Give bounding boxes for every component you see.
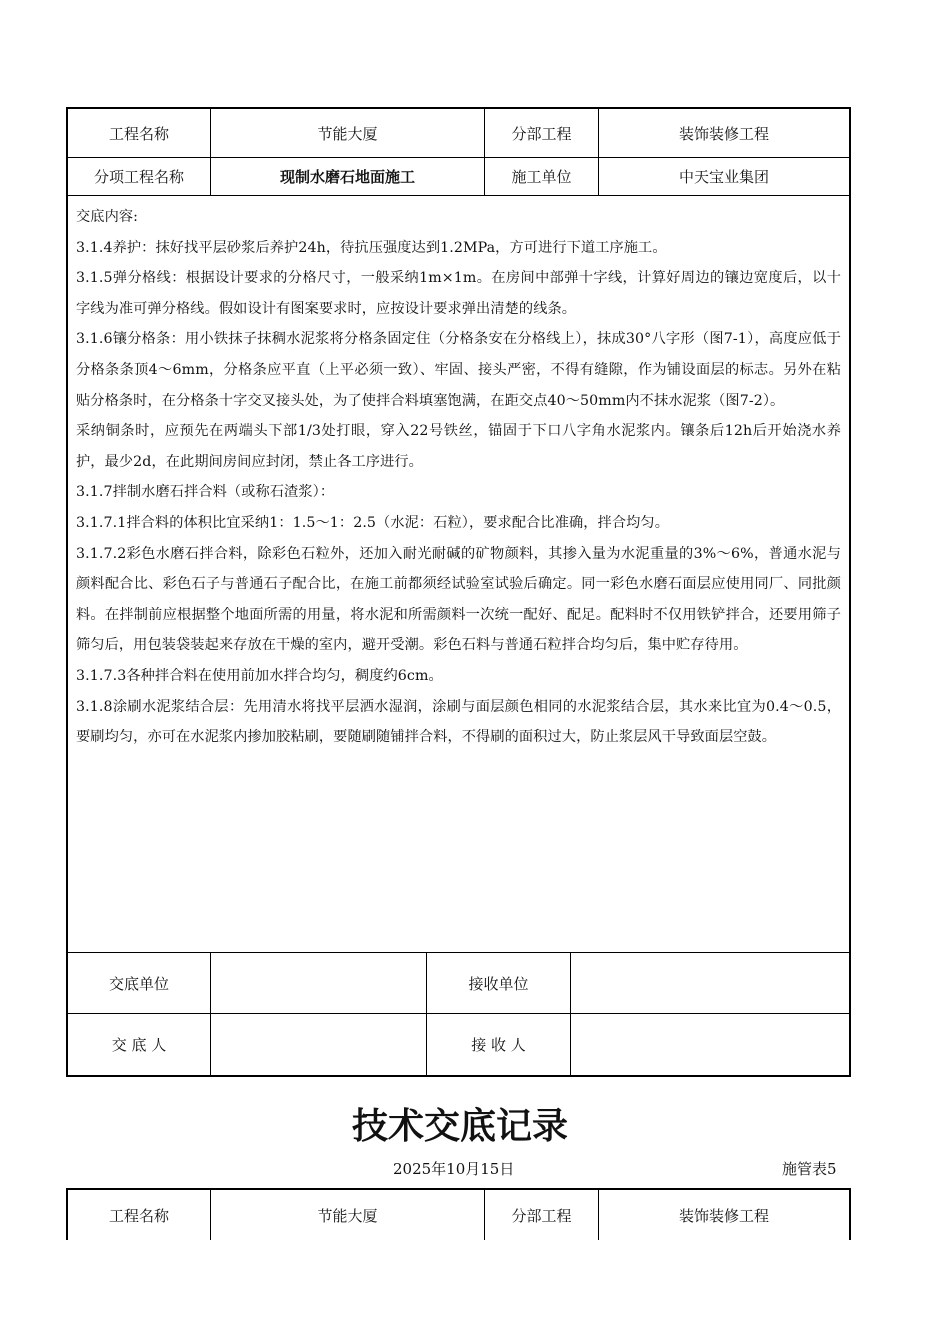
content-paragraph: 3.1.7.1拌合料的体积比宜采纳1：1.5～1：2.5（水泥：石粒），要求配合比准确，拌合均匀。 [76, 514, 669, 531]
content-heading: 交底内容: [76, 209, 139, 225]
page-title: 技术交底记录 [351, 1106, 568, 1147]
receiver-value [571, 1014, 849, 1075]
signature-row [68, 1014, 849, 1075]
subitem-name-label: 分项工程名称 [68, 158, 211, 195]
construction-unit-label: 施工单位 [485, 158, 599, 195]
content-row [68, 196, 849, 953]
content-paragraph: 3.1.6镶分格条：用小铁抹子抹稠水泥浆将分格条固定住（分格条安在分格线上），抹成30°八字形（图7-1），高度应低于分格条条顶4～6mm，分格条应平直（上平必须一致）、牢固、接头严密，不得有缝隙，作为铺设面层的标志。另外在粘贴分格条时，在分格条十字交叉接头处，为了使拌合料填塞饱满，在距交点40～50mm内不抹水泥浆（图7-2）。 [76, 331, 841, 409]
signature-row [68, 953, 849, 1014]
disclosure-content [68, 196, 849, 952]
project-name-label: 工程名称 [68, 1190, 211, 1240]
disclosure-table [66, 107, 851, 1077]
content-paragraph: 3.1.4养护：抹好找平层砂浆后养护24h，待抗压强度达到1.2MPa，方可进行下道工序施工。 [76, 239, 667, 256]
subitem-name-value: 现制水磨石地面施工 [211, 158, 485, 195]
division-value: 装饰装修工程 [678, 1206, 769, 1225]
content-paragraph: 3.1.7.2彩色水磨石拌合料，除彩色石粒外，还加入耐光耐碱的矿物颜料，其掺入量为水泥重量的3%～6%，普通水泥与颜料配合比、彩色石子与普通石子配合比，在施工前都须经试验室试验后确定。同一彩色水磨石面层应使用同厂、同批颜料。在拌制前应根据整个地面所需的用量，将水泥和所需颜料一次统一配好、配足。配料时不仅用铁铲拌合，还要用筛子筛匀后，用包装袋装起来存放在干燥的室内，避开受潮。彩色石料与普通石粒拌合均匀后，集中贮存待用。 [76, 545, 841, 654]
receiving-unit-value [571, 953, 849, 1013]
project-name-value: 节能大厦 [211, 109, 485, 157]
content-paragraph: 3.1.8涂刷水泥浆结合层：先用清水将找平层洒水湿润，涂刷与面层颜色相同的水泥浆结合层，其水来比宜为0.4～0.5，要刷均匀，亦可在水泥浆内掺加胶粘刷，要随刷随铺拌合料，不得刷的面积过大，防止浆层风干导致面层空鼓。 [76, 698, 841, 746]
table-row [68, 109, 849, 158]
table-row [68, 1190, 849, 1240]
form-number: 施管表5 [782, 1160, 837, 1178]
receiver-label: 接 收 人 [427, 1014, 571, 1075]
disclosure-table-2 [66, 1188, 851, 1240]
project-name-value: 节能大厦 [211, 1190, 485, 1240]
division-label: 分部工程 [485, 1190, 599, 1240]
disclosing-unit-label: 交底单位 [68, 953, 211, 1013]
construction-unit-value: 中天宝业集团 [678, 168, 769, 186]
project-name-label: 工程名称 [68, 109, 211, 157]
discloser-value [211, 1014, 427, 1075]
division-label: 分部工程 [485, 109, 599, 157]
division-value: 装饰装修工程 [678, 124, 769, 143]
content-paragraph: 3.1.5弹分格线：根据设计要求的分格尺寸，一般采纳1m×1m。在房间中部弹十字线，计算好周边的镶边宽度后，以十字线为准可弹分格线。假如设计有图案要求时，应按设计要求弹出清楚的线条。 [76, 270, 841, 317]
content-paragraph: 3.1.7.3各种拌合料在使用前加水拌合均匀，稠度约6cm。 [76, 667, 443, 684]
record-date: 2025年10月15日 [393, 1160, 515, 1178]
receiving-unit-label: 接收单位 [427, 953, 571, 1013]
discloser-label: 交 底 人 [68, 1014, 211, 1075]
content-paragraph: 采纳铜条时，应预先在两端头下部1/3处打眼，穿入22号铁丝，锚固于下口八字角水泥浆内。镶条后12h后开始浇水养护，最少2d，在此期间房间应封闭，禁止各工序进行。 [76, 423, 841, 470]
disclosing-unit-value [211, 953, 427, 1013]
table-row [68, 158, 849, 196]
content-paragraph: 3.1.7拌制水磨石拌合料（或称石渣浆）： [76, 484, 335, 501]
